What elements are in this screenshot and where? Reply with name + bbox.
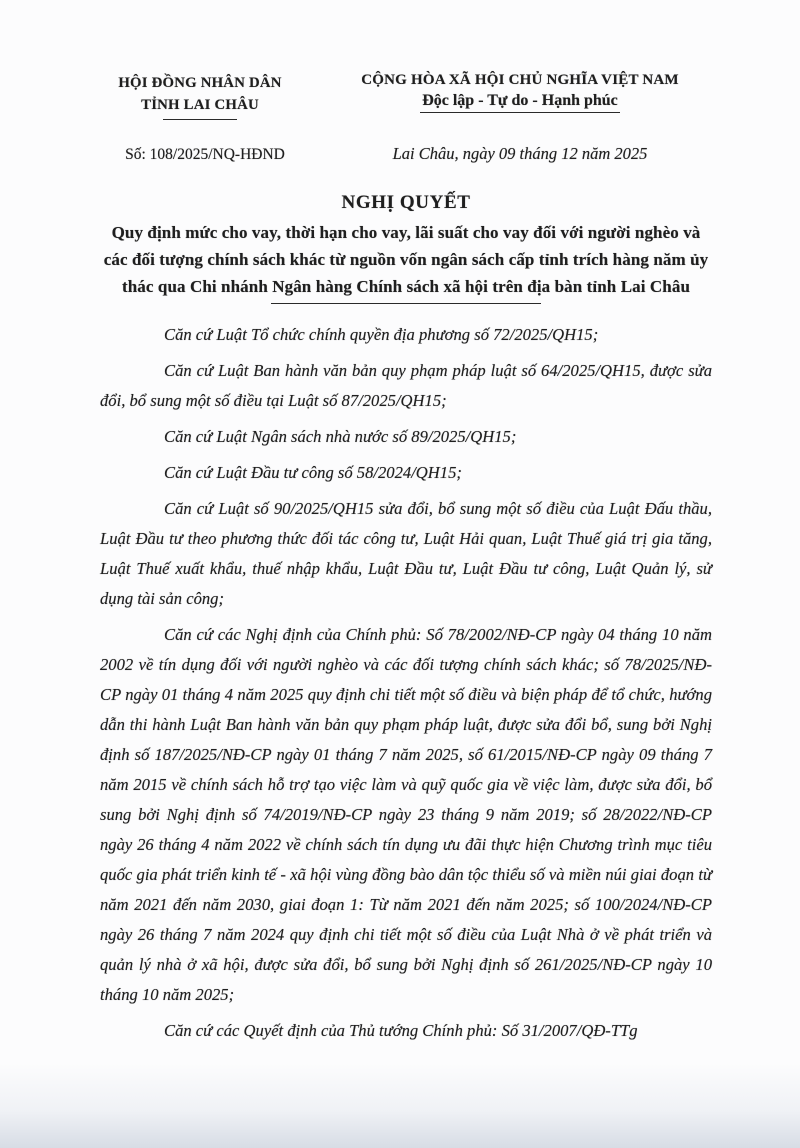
legal-basis-paragraph: Căn cứ Luật Tổ chức chính quyền địa phương số 72/2025/QH15; [164, 325, 599, 345]
legal-basis-paragraph: Căn cứ các Quyết định của Thủ tướng Chính phủ: Số 31/2007/QĐ-TTg [164, 1021, 638, 1041]
national-heading-block [328, 72, 712, 120]
title-block [0, 192, 800, 304]
document-body [0, 304, 800, 1046]
legal-basis-paragraph: Căn cứ Luật Ban hành văn bản quy phạm pháp luật số 64/2025/QH15, được sửa đổi, bổ sung một số điều tại Luật số 87/2025/QH15; [100, 361, 712, 411]
issuer-line2: TỈNH LAI CHÂU [141, 97, 259, 114]
legal-basis-paragraph: Căn cứ Luật Đầu tư công số 58/2024/QH15; [164, 463, 462, 483]
issuer-line1: HỘI ĐỒNG NHÂN DÂN [118, 75, 282, 91]
national-motto-line2: Độc lập - Tự do - Hạnh phúc [420, 92, 620, 113]
place-and-date-line: Lai Châu, ngày 09 tháng 12 năm 2025 [392, 144, 648, 164]
document-subtitle: Quy định mức cho vay, thời hạn cho vay, lãi suất cho vay đối với người nghèo và các đối tượng chính sách khác từ nguồn vốn ngân sách cấp tỉnh trích hàng năm ủy thác qua Chi nhánh Ngân hàng Chính sách xã hội trên địa bàn tỉnh Lai Châu [103, 223, 709, 297]
issuing-authority-block [100, 72, 300, 120]
document-number: Số: 108/2025/NQ-HĐND [125, 146, 285, 164]
document-title: NGHỊ QUYẾT [341, 192, 471, 214]
national-motto-line1: CỘNG HÒA XÃ HỘI CHỦ NGHĨA VIỆT NAM [361, 72, 679, 88]
legal-basis-paragraph: Căn cứ các Nghị định của Chính phủ: Số 78/2002/NĐ-CP ngày 04 tháng 10 năm 2002 về tín dụng đối với người nghèo và các đối tượng chính sách khác; số 78/2025/NĐ-CP ngày 01 tháng 4 năm 2025 quy định chi tiết một số điều và biện pháp để tổ chức, hướng dẫn thi hành Luật Ban hành văn bản quy phạm pháp luật, được sửa đổi bổ, sung bởi Nghị định số 187/2025/NĐ-CP ngày 01 tháng 7 năm 2025, số 61/2015/NĐ-CP ngày 09 tháng 7 năm 2015 về chính sách hỗ trợ tạo việc làm và quỹ quốc gia về việc làm, được sửa đổi, bổ sung bởi Nghị định số 74/2019/NĐ-CP ngày 23 tháng 9 năm 2019; số 28/2022/NĐ-CP ngày 26 tháng 4 năm 2022 về chính sách tín dụng ưu đãi thực hiện Chương trình mục tiêu quốc gia phát triển kinh tế - xã hội vùng đồng bào dân tộc thiểu số và miền núi giai đoạn từ năm 2021 đến năm 2030, giai đoạn 1: Từ năm 2021 đến năm 2025; số 100/2024/NĐ-CP ngày 26 tháng 7 năm 2024 quy định chi tiết một số điều của Luật Nhà ở về phát triển và quản lý nhà ở xã hội, được sửa đổi, bổ sung bởi Nghị định số 261/2025/NĐ-CP ngày 10 tháng 10 năm 2025; [100, 625, 712, 1005]
issuer-underline-rule [163, 119, 237, 120]
legal-basis-paragraph: Căn cứ Luật Ngân sách nhà nước số 89/2025/QH15; [164, 427, 517, 447]
document-meta-row [0, 120, 800, 164]
legal-basis-paragraph: Căn cứ Luật số 90/2025/QH15 sửa đổi, bổ sung một số điều của Luật Đấu thầu, Luật Đầu tư theo phương thức đối tác công tư, Luật Hải quan, Luật Thuế giá trị gia tăng, Luật Thuế xuất khẩu, thuế nhập khẩu, Luật Đầu tư, Luật Đầu tư công, Luật Quản lý, sử dụng tài sản công; [100, 499, 712, 609]
document-header [0, 0, 800, 120]
scan-shadow-band [0, 1063, 800, 1148]
